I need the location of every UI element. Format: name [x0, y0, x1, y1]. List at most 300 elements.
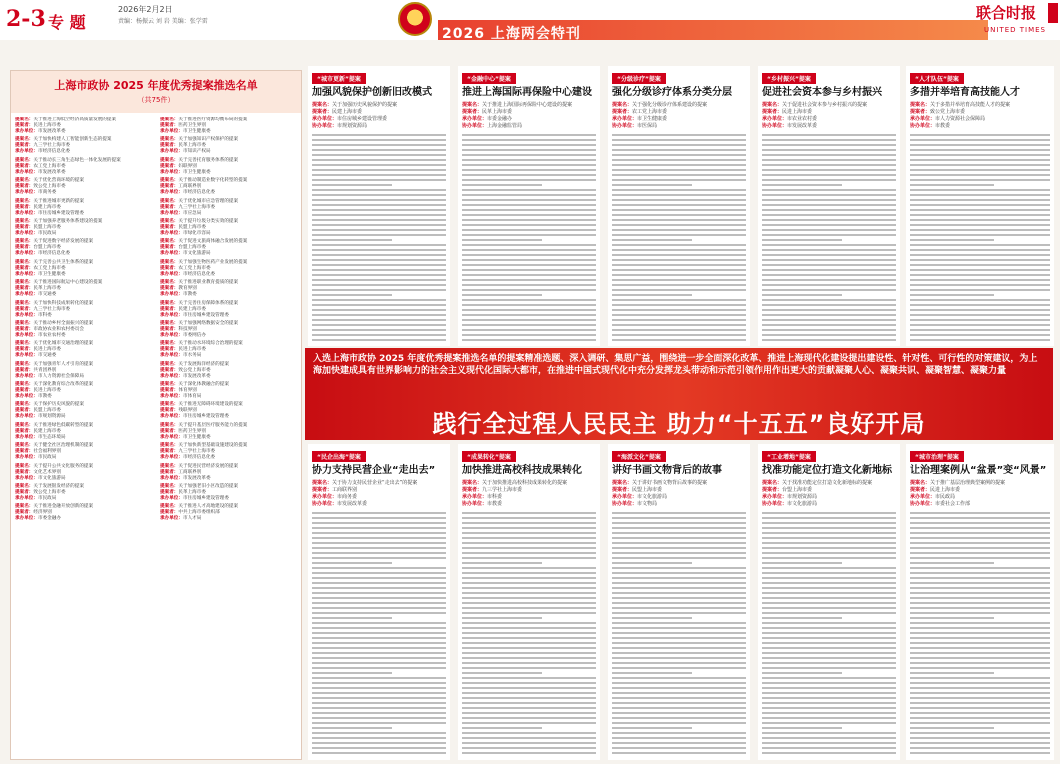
entry-label: 提案名： — [15, 382, 34, 388]
entry-label: 提案者： — [160, 224, 179, 230]
entry-label: 提案者： — [15, 449, 34, 455]
entry-value: 关于推进无障碍环境建设的提案 — [178, 402, 243, 408]
article-title: 找准功能定位打造文化新地标 — [762, 465, 892, 476]
meta-value: 关于讲好书画文物背后故事的提案 — [632, 480, 708, 486]
meta-value: 市卫生健康委 — [637, 116, 668, 122]
meta-value: 市委社会工作部 — [935, 501, 971, 507]
meta-value: 关于推广基层治理典型案例的提案 — [930, 480, 1006, 486]
proposal-entry-office — [15, 190, 154, 196]
proposal-entry — [160, 341, 299, 359]
entry-value: 市发展改革委 — [182, 475, 211, 481]
proposal-entry — [160, 443, 299, 461]
entry-label: 承办单位： — [160, 475, 183, 481]
entry-value: 民盟上海市委 — [33, 224, 61, 230]
proposal-entry-office — [160, 374, 299, 380]
proposal-entry — [160, 219, 299, 237]
entry-value: 市住房城乡建设管理委 — [37, 210, 84, 216]
entry-value: 关于推进医疗资源均衡布局的提案 — [178, 117, 248, 122]
article-meta-name — [612, 480, 746, 487]
entry-value: 市交通委 — [37, 353, 57, 359]
proposal-entry — [160, 423, 299, 441]
entry-label: 提案者： — [15, 306, 34, 312]
article-meta-name — [910, 102, 1050, 109]
masthead-english: UNITED TIMES — [984, 26, 1046, 34]
entry-label: 承办单位： — [15, 353, 38, 359]
entry-value: 关于推进国际航运中心建设的提案 — [33, 280, 103, 286]
meta-label: 提案名： — [462, 480, 483, 486]
entry-label: 提案名： — [15, 218, 34, 224]
entry-label: 提案名： — [15, 361, 34, 367]
entry-value: 市卫生健康委 — [182, 169, 211, 175]
article-meta-name — [762, 102, 896, 109]
meta-value: 市商务委 — [337, 494, 358, 500]
proposal-entry-office — [160, 231, 299, 237]
entry-label: 提案者： — [160, 408, 179, 414]
entry-value: 关于加快新型基础设施建设的提案 — [178, 443, 248, 449]
meta-label: 协办单位： — [910, 123, 936, 129]
entry-label: 承办单位： — [160, 230, 183, 236]
meta-label: 提案者： — [910, 487, 931, 493]
meta-value: 市教委 — [935, 123, 951, 129]
entry-label: 承办单位： — [160, 353, 183, 359]
proposal-entry-office — [160, 313, 299, 319]
entry-label: 提案者： — [15, 510, 34, 516]
entry-value: 市规划资源局 — [37, 414, 66, 420]
entry-value: 致公党上海市委 — [33, 184, 66, 190]
entry-label: 承办单位： — [160, 394, 183, 400]
proposal-list-count: （共75件） — [137, 96, 175, 104]
proposal-entry-office — [15, 516, 154, 522]
article-tag: “成果转化”提案 — [462, 451, 516, 462]
entry-label: 提案名： — [15, 341, 34, 347]
entry-label: 提案名： — [160, 117, 179, 122]
entry-value: 关于优化城市应急管理的提案 — [178, 198, 239, 204]
proposal-article — [308, 444, 450, 760]
proposal-entry-office — [160, 455, 299, 461]
article-meta-office — [910, 494, 1050, 501]
entry-value: 关于提升基层医疗服务能力的提案 — [178, 422, 248, 428]
article-tag: “海派文化”提案 — [612, 451, 666, 462]
proposal-entry — [15, 402, 154, 420]
meta-label: 协办单位： — [462, 501, 488, 507]
entry-value: 市经济信息化委 — [182, 190, 216, 196]
meta-label: 提案者： — [312, 109, 333, 115]
entry-label: 承办单位： — [160, 312, 183, 318]
meta-label: 承办单位： — [462, 116, 488, 122]
entry-label: 提案者： — [160, 326, 179, 332]
proposal-entry — [15, 362, 154, 380]
proposal-article — [308, 66, 450, 346]
article-body-text — [462, 134, 596, 341]
entry-value: 关于优化营商环境的提案 — [33, 178, 84, 184]
entry-label: 提案者： — [15, 326, 34, 332]
entry-value: 市科委 — [37, 312, 52, 318]
entry-label: 提案名： — [160, 361, 179, 367]
proposal-entry — [15, 423, 154, 441]
entry-label: 承办单位： — [15, 149, 38, 155]
entry-label: 提案名： — [15, 117, 34, 122]
entry-value: 关于推进职业教育提质的提案 — [178, 280, 239, 286]
entry-value: 医药卫生界别 — [178, 123, 206, 128]
entry-value: 市发展改革委 — [37, 129, 66, 134]
entry-label: 提案名： — [15, 443, 34, 449]
entry-value: 民建上海市委 — [33, 428, 61, 434]
entry-value: 关于推进绿色低碳转型的提案 — [33, 422, 94, 428]
article-tag: “分级诊疗”提案 — [612, 73, 666, 84]
entry-label: 提案者： — [15, 204, 34, 210]
entry-value: 关于优化城市交通治理的提案 — [33, 341, 94, 347]
entry-value: 民革上海市委 — [33, 286, 61, 292]
meta-label: 提案者： — [312, 487, 333, 493]
proposal-entry — [160, 280, 299, 298]
entry-value: 九三学社上海市委 — [33, 306, 71, 312]
meta-value: 民进上海市委 — [930, 487, 961, 493]
entry-value: 民革上海市委 — [178, 143, 206, 149]
proposal-entry-office — [160, 333, 299, 339]
entry-label: 承办单位： — [160, 210, 183, 216]
proposal-entry — [15, 301, 154, 319]
proposal-entry — [15, 137, 154, 155]
entry-value: 关于推动制造业数字化转型的提案 — [178, 178, 248, 184]
proposal-entry — [160, 239, 299, 257]
entry-value: 市商务委 — [37, 190, 57, 196]
entry-value: 市人力资源社会保障局 — [37, 373, 84, 379]
proposal-entry — [15, 443, 154, 461]
entry-value: 关于促进民营经济发展的提案 — [178, 463, 239, 469]
article-tag: “城市更新”提案 — [312, 73, 366, 84]
meta-label: 承办单位： — [612, 116, 638, 122]
meta-value: 市发展改革委 — [337, 501, 368, 507]
entry-value: 台盟上海市委 — [33, 245, 61, 251]
proposal-entry-office — [160, 149, 299, 155]
article-tag: “工业增地”提案 — [762, 451, 816, 462]
proposal-entry — [160, 484, 299, 502]
proposal-entry-office — [15, 374, 154, 380]
meta-value: 致公党上海市委 — [930, 109, 966, 115]
meta-label: 提案名： — [612, 480, 633, 486]
meta-value: 九三学社上海市委 — [482, 487, 523, 493]
entry-label: 提案者： — [15, 347, 34, 353]
entry-label: 承办单位： — [15, 516, 38, 522]
proposal-entry-office — [15, 170, 154, 176]
meta-value: 市文物局 — [637, 501, 658, 507]
proposal-entry — [15, 178, 154, 196]
entry-value: 市民政局 — [37, 455, 57, 461]
entry-value: 民盟上海市委 — [178, 224, 206, 230]
meta-value: 关于强化分级诊疗体系建设的提案 — [632, 102, 708, 108]
article-body-text — [312, 134, 446, 341]
meta-value: 市委金融办 — [487, 116, 513, 122]
entry-value: 关于完善托育服务体系的提案 — [178, 157, 239, 163]
meta-value: 关于加快推进高校科技成果转化的提案 — [482, 480, 568, 486]
entry-value: 经济界别 — [33, 510, 52, 516]
article-meta-office2 — [910, 501, 1050, 508]
entry-label: 提案名： — [160, 484, 179, 490]
meta-label: 协办单位： — [762, 501, 788, 507]
entry-label: 提案者： — [160, 306, 179, 312]
entry-label: 提案者： — [160, 143, 179, 149]
entry-value: 市政协农业和农村委员会 — [33, 326, 84, 332]
entry-label: 提案名： — [15, 198, 34, 204]
article-meta-name — [762, 480, 896, 487]
entry-value: 市卫生健康委 — [37, 271, 66, 277]
meta-value: 台盟上海市委 — [782, 487, 813, 493]
article-meta-name — [312, 480, 446, 487]
entry-value: 致公党上海市委 — [33, 490, 66, 496]
entry-label: 提案者： — [15, 408, 34, 414]
entry-value: 残联界别 — [178, 408, 197, 414]
article-meta-name — [612, 102, 746, 109]
entry-label: 承办单位： — [15, 230, 38, 236]
entry-label: 承办单位： — [160, 169, 183, 175]
entry-value: 文化艺术界别 — [33, 469, 61, 475]
entry-value: 九三学社上海市委 — [178, 449, 216, 455]
feature-band — [305, 348, 1053, 440]
proposal-entry-office — [15, 313, 154, 319]
article-tag: “人才队伍”提案 — [910, 73, 964, 84]
entry-label: 提案者： — [15, 388, 34, 394]
article-meta-office — [462, 116, 596, 123]
entry-label: 提案名： — [15, 239, 34, 245]
entry-value: 关于完善住房保障体系的提案 — [178, 300, 239, 306]
entry-label: 提案名： — [160, 463, 179, 469]
article-body-text — [910, 512, 1050, 754]
article-title: 加强风貌保护创新旧改模式 — [312, 87, 432, 98]
article-meta-office2 — [612, 123, 746, 130]
proposal-list-column — [15, 117, 154, 757]
proposal-article — [608, 66, 750, 346]
entry-value: 市绿化市容局 — [182, 230, 211, 236]
meta-label: 承办单位： — [612, 494, 638, 500]
article-meta-by — [910, 109, 1050, 116]
entry-label: 提案者： — [160, 245, 179, 251]
meta-label: 协办单位： — [910, 501, 936, 507]
entry-label: 承办单位： — [160, 434, 183, 440]
entry-value: 关于提升公共文化服务的提案 — [33, 463, 94, 469]
entry-label: 提案名： — [160, 178, 179, 184]
proposal-entry-office — [15, 353, 154, 359]
entry-label: 承办单位： — [15, 292, 38, 298]
entry-label: 承办单位： — [160, 271, 183, 277]
article-body-text — [762, 512, 896, 754]
article-meta-by — [462, 487, 596, 494]
article-title: 促进社会资本参与乡村振兴 — [762, 87, 882, 98]
article-meta-by — [462, 109, 596, 116]
entry-value: 关于促进文旅商体融合发展的提案 — [178, 239, 248, 245]
entry-value: 农工党上海市委 — [178, 265, 211, 271]
article-meta-office2 — [910, 123, 1050, 130]
entry-value: 关于深化体教融合的提案 — [178, 382, 229, 388]
proposal-entry-office — [15, 476, 154, 482]
entry-label: 提案名： — [160, 402, 179, 408]
proposal-entry — [15, 158, 154, 176]
entry-label: 承办单位： — [15, 312, 38, 318]
proposal-article — [906, 66, 1054, 346]
meta-label: 协办单位： — [762, 123, 788, 129]
proposal-entry-office — [15, 496, 154, 502]
meta-value: 市文化旅游局 — [637, 494, 668, 500]
meta-label: 提案名： — [910, 480, 931, 486]
article-meta-name — [462, 102, 596, 109]
entry-value: 市民政局 — [37, 496, 57, 502]
article-meta-office — [612, 116, 746, 123]
article-meta-name — [910, 480, 1050, 487]
entry-label: 提案名： — [15, 300, 34, 306]
proposal-entry-office — [15, 435, 154, 441]
entry-label: 承办单位： — [15, 496, 38, 502]
article-meta-office — [462, 494, 596, 501]
entry-label: 提案名： — [15, 157, 34, 163]
entry-label: 承办单位： — [160, 251, 183, 257]
article-meta-by — [762, 487, 896, 494]
article-meta-name — [462, 480, 596, 487]
entry-value: 民进上海市委 — [33, 388, 61, 394]
entry-label: 提案名： — [160, 504, 179, 510]
meta-label: 提案者： — [462, 109, 483, 115]
entry-label: 提案名： — [15, 178, 34, 184]
entry-value: 关于发展银发经济的提案 — [33, 484, 84, 490]
entry-value: 市农业农村委 — [37, 332, 66, 338]
entry-value: 市委金融办 — [37, 516, 61, 522]
entry-value: 关于推进城市更新的提案 — [33, 198, 84, 204]
meta-value: 市住房城乡建设管理委 — [337, 116, 388, 122]
meta-value: 市医保局 — [637, 123, 658, 129]
entry-value: 关于推进金融开放创新的提案 — [33, 504, 94, 510]
page-header — [0, 0, 1060, 40]
entry-label: 提案者： — [160, 163, 179, 169]
proposal-entry-office — [160, 211, 299, 217]
entry-value: 关于推动乡村全面振兴的提案 — [33, 320, 94, 326]
meta-label: 承办单位： — [910, 494, 936, 500]
article-meta-by — [910, 487, 1050, 494]
section-label: 专 题 — [48, 13, 86, 32]
proposal-entry — [15, 117, 154, 135]
entry-value: 民革上海市委 — [178, 490, 206, 496]
proposal-article — [758, 66, 900, 346]
proposal-entry-office — [160, 292, 299, 298]
entry-label: 提案者： — [15, 123, 34, 128]
entry-label: 承办单位： — [15, 332, 38, 338]
proposal-entry — [15, 260, 154, 278]
article-body-text — [612, 512, 746, 754]
article-body-text — [462, 512, 596, 754]
entry-label: 提案者： — [15, 163, 34, 169]
proposal-entry-office — [15, 292, 154, 298]
proposal-entry — [15, 464, 154, 482]
entry-label: 提案者： — [15, 184, 34, 190]
entry-label: 提案者： — [160, 388, 179, 394]
entry-value: 妇联界别 — [178, 163, 197, 169]
article-title: 强化分级诊疗体系分类分层 — [612, 87, 732, 98]
meta-value: 上海金融监管局 — [487, 123, 523, 129]
proposal-entry-office — [15, 455, 154, 461]
entry-label: 承办单位： — [15, 434, 38, 440]
entry-value: 教育界别 — [178, 286, 197, 292]
entry-label: 承办单位： — [15, 271, 38, 277]
page-number: 2-3 — [6, 6, 46, 32]
meta-label: 承办单位： — [910, 116, 936, 122]
article-title: 协力支持民营企业“走出去” — [312, 465, 436, 476]
entry-value: 市生态环境局 — [37, 434, 66, 440]
entry-label: 提案者： — [160, 265, 179, 271]
meta-label: 协办单位： — [462, 123, 488, 129]
entry-value: 民进上海市委 — [33, 347, 61, 353]
entry-label: 承办单位： — [160, 373, 183, 379]
entry-label: 承办单位： — [15, 394, 38, 400]
article-meta-office — [312, 116, 446, 123]
proposal-entry — [15, 321, 154, 339]
entry-value: 市经济信息化委 — [37, 149, 71, 155]
meta-label: 提案者： — [762, 109, 783, 115]
proposal-entry-office — [160, 496, 299, 502]
proposal-entry-office — [15, 414, 154, 420]
proposal-entry-office — [15, 231, 154, 237]
article-body-text — [910, 134, 1050, 341]
meta-label: 提案者： — [762, 487, 783, 493]
meta-label: 承办单位： — [312, 494, 338, 500]
entry-value: 民建上海市委 — [178, 306, 206, 312]
meta-value: 关于找准功能定位打造文化新地标的提案 — [782, 480, 873, 486]
entry-label: 提案者： — [15, 490, 34, 496]
entry-value: 农工党上海市委 — [33, 163, 66, 169]
entry-value: 关于加强青年人才引育的提案 — [33, 361, 94, 367]
entry-value: 关于加强生物医药产业发展的提案 — [178, 259, 248, 265]
entry-label: 承办单位： — [15, 169, 38, 175]
proposal-entry — [160, 362, 299, 380]
proposal-entry — [160, 382, 299, 400]
editor-credits: 责编：杨振云 刘 岩 美编：张学雷 — [118, 18, 208, 25]
entry-value: 共青团界别 — [33, 367, 57, 373]
article-title: 讲好书画文物背后的故事 — [612, 465, 722, 476]
entry-label: 提案者： — [15, 367, 34, 373]
proposal-article — [758, 444, 900, 760]
entry-value: 关于完善公共卫生体系的提案 — [33, 259, 94, 265]
proposal-entry-office — [160, 435, 299, 441]
entry-label: 提案名： — [160, 300, 179, 306]
entry-value: 关于加强网络数据安全的提案 — [178, 320, 239, 326]
meta-value: 市教委 — [487, 501, 503, 507]
entry-label: 提案名： — [160, 157, 179, 163]
entry-label: 提案名： — [160, 341, 179, 347]
entry-value: 市经济信息化委 — [182, 455, 216, 461]
meta-value: 市民政局 — [935, 494, 956, 500]
meta-label: 提案名： — [910, 102, 931, 108]
proposal-entry — [160, 199, 299, 217]
entry-value: 市知识产权局 — [182, 149, 211, 155]
entry-label: 提案者： — [160, 469, 179, 475]
entry-value: 市交通委 — [37, 292, 57, 298]
proposal-entry — [15, 382, 154, 400]
entry-value: 社会福利界别 — [33, 449, 61, 455]
meta-value: 农工党上海市委 — [632, 109, 668, 115]
entry-value: 九三学社上海市委 — [178, 204, 216, 210]
meta-value: 工商联界别 — [332, 487, 358, 493]
meta-label: 提案者： — [910, 109, 931, 115]
entry-label: 提案者： — [160, 204, 179, 210]
article-meta-by — [612, 487, 746, 494]
entry-value: 关于深化教育综合改革的提案 — [33, 382, 94, 388]
entry-value: 市委网信办 — [182, 332, 206, 338]
proposal-list — [15, 117, 299, 757]
masthead-logo-icon — [1048, 3, 1058, 23]
proposal-entry — [160, 402, 299, 420]
meta-label: 提案者： — [462, 487, 483, 493]
masthead-title: 联合时报 — [975, 4, 1036, 22]
proposal-entry-office — [160, 170, 299, 176]
meta-label: 提案名： — [612, 102, 633, 108]
entry-label: 承办单位： — [15, 251, 38, 257]
entry-label: 提案名： — [15, 137, 34, 143]
